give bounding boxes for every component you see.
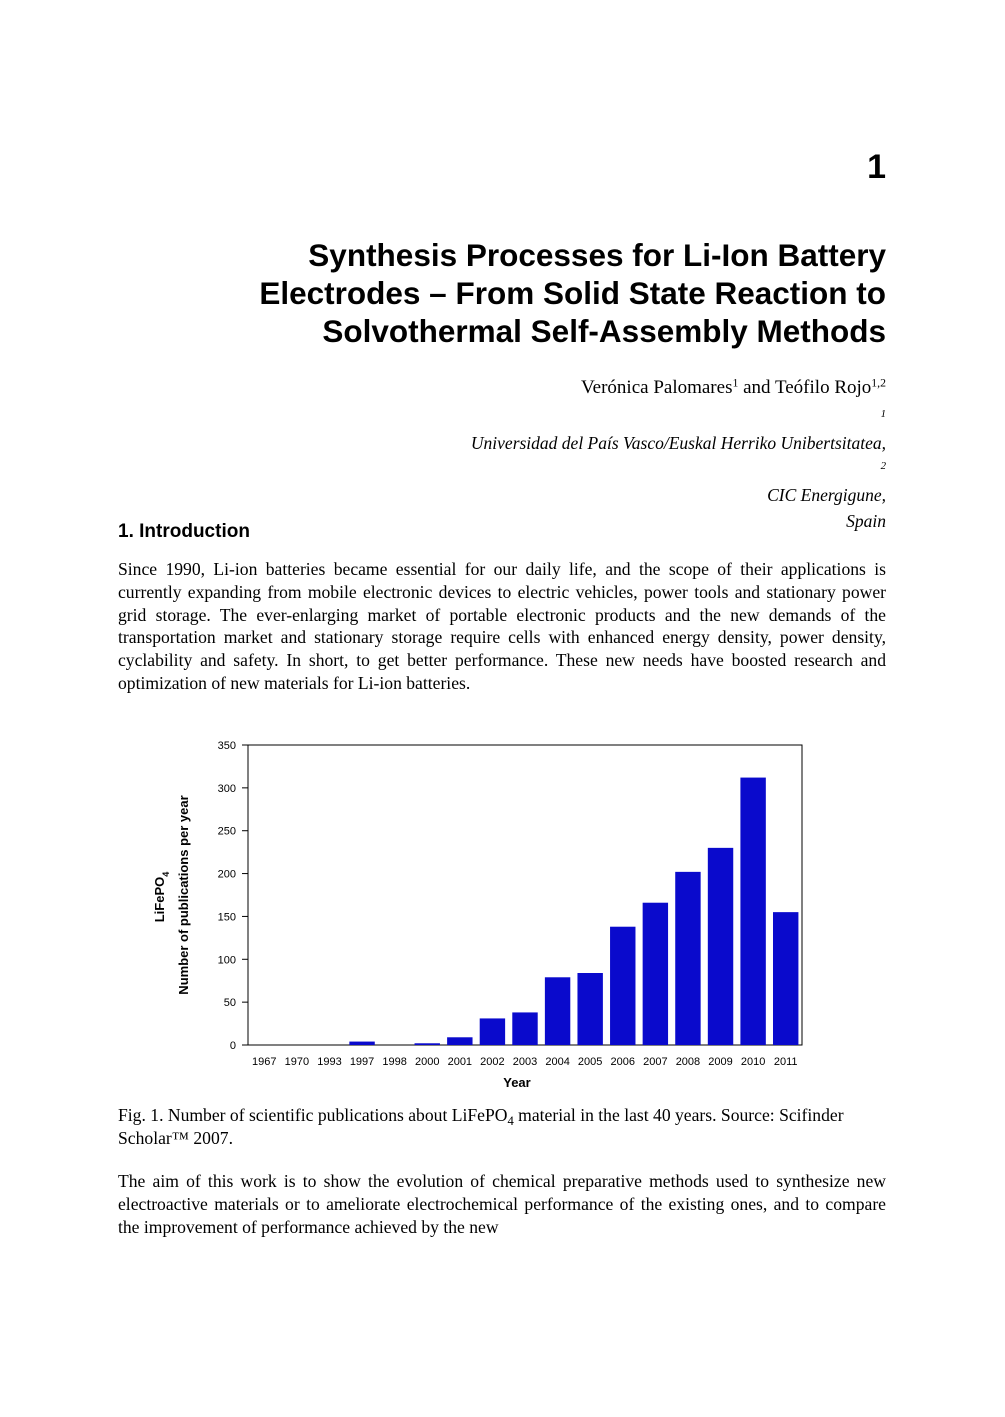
bar bbox=[447, 1037, 472, 1045]
title-line: Solvothermal Self-Assembly Methods bbox=[322, 313, 886, 349]
chapter-title bbox=[166, 236, 886, 350]
x-tick-label: 1998 bbox=[382, 1056, 407, 1068]
affiliation-mark: 1 bbox=[880, 408, 886, 421]
x-tick-label: 2005 bbox=[577, 1056, 603, 1068]
x-tick-label: 1970 bbox=[284, 1056, 310, 1068]
title-line: Electrodes – From Solid State Reaction to bbox=[259, 275, 886, 311]
bar bbox=[610, 927, 635, 1045]
author-name: Verónica Palomares bbox=[581, 377, 733, 398]
x-tick-label: 2010 bbox=[740, 1056, 766, 1068]
y-tick-label: 350 bbox=[217, 740, 236, 752]
x-tick-label: 2007 bbox=[643, 1056, 668, 1068]
y-tick-label: 150 bbox=[217, 911, 236, 924]
bar bbox=[740, 778, 765, 1045]
x-tick-label: 1997 bbox=[349, 1056, 375, 1068]
y-axis-label-compound bbox=[152, 872, 171, 923]
author-affiliation-mark: 1,2 bbox=[871, 376, 886, 390]
affiliations bbox=[471, 404, 886, 534]
bar bbox=[545, 977, 570, 1045]
figure-caption bbox=[118, 1104, 886, 1150]
author-conjunction: and bbox=[743, 377, 771, 398]
author-name: Teófilo Rojo bbox=[774, 377, 872, 398]
affiliation-line bbox=[471, 456, 886, 508]
author-line bbox=[581, 377, 886, 399]
x-tick-label: 1993 bbox=[317, 1056, 342, 1068]
y-tick-label: 300 bbox=[217, 782, 236, 795]
bar bbox=[708, 848, 733, 1045]
publications-bar-chart bbox=[140, 733, 820, 1093]
affiliation-line bbox=[471, 508, 886, 534]
y-axis-label: Number of publications per year bbox=[176, 795, 191, 995]
y-axis-label-text: LiFePO bbox=[152, 876, 167, 923]
x-tick-label: 2004 bbox=[545, 1056, 570, 1068]
affiliation-mark: 2 bbox=[880, 460, 886, 473]
affiliation-text: Universidad del País Vasco/Euskal Herriko Unibertsitatea, bbox=[470, 433, 886, 453]
x-tick-label: 2001 bbox=[447, 1056, 473, 1068]
y-tick-label: 0 bbox=[229, 1040, 236, 1052]
affiliation-text: CIC Energigune, bbox=[767, 485, 886, 505]
y-tick-label: 100 bbox=[217, 954, 236, 967]
x-tick-label: 2011 bbox=[773, 1056, 798, 1068]
section-heading: 1. Introduction bbox=[118, 521, 250, 542]
caption-text: Fig. 1. Number of scientific publications about LiFePO bbox=[118, 1105, 508, 1125]
x-axis-label: Year bbox=[503, 1075, 531, 1090]
bar bbox=[480, 1018, 505, 1045]
y-tick-label: 50 bbox=[223, 997, 236, 1010]
x-tick-label: 1967 bbox=[252, 1056, 277, 1068]
bar bbox=[415, 1043, 440, 1045]
bar bbox=[773, 912, 798, 1045]
bar bbox=[577, 973, 602, 1045]
caption-text: material in the last 40 years. Source: Scifinder Scholar™ 2007. bbox=[118, 1105, 844, 1148]
y-tick-label: 250 bbox=[217, 825, 236, 838]
caption-subscript: 4 bbox=[507, 1113, 514, 1128]
bar bbox=[349, 1042, 374, 1045]
x-tick-label: 2000 bbox=[414, 1056, 440, 1068]
x-tick-label: 2008 bbox=[675, 1056, 701, 1068]
x-tick-label: 2003 bbox=[512, 1056, 538, 1068]
x-tick-label: 2009 bbox=[708, 1056, 733, 1068]
x-tick-label: 2006 bbox=[610, 1056, 636, 1068]
intro-paragraph: Since 1990, Li-ion batteries became essential for our daily life, and the scope of their applications is currently expanding from mobile electronic devices to electric vehicles, power tools and stationary power grid storage. The ever-enlarging market of portable electronic products and the new demands of the transportation market and stationary storage require cells with enhanced energy density, power density, cyclability and safety. In short, to get better performance. These new needs have boosted research and optimization of new materials for Li-ion batteries. bbox=[118, 559, 886, 693]
bar bbox=[675, 872, 700, 1045]
y-axis-label-subscript: 4 bbox=[161, 871, 171, 877]
x-tick-label: 2002 bbox=[480, 1056, 505, 1068]
affiliation-line bbox=[471, 404, 886, 456]
bar bbox=[512, 1012, 537, 1045]
bar bbox=[643, 903, 668, 1045]
author-affiliation-mark: 1 bbox=[732, 376, 739, 390]
affiliation-text: Spain bbox=[846, 511, 886, 531]
y-tick-label: 200 bbox=[217, 868, 236, 881]
chapter-number: 1 bbox=[867, 148, 886, 186]
aim-paragraph: The aim of this work is to show the evolution of chemical preparative methods used to synthesize new electroactive materials or to ameliorate electrochemical performance of the existing ones, and to compare the improvement of performance achieved by the new bbox=[118, 1171, 886, 1237]
title-line: Synthesis Processes for Li-Ion Battery bbox=[308, 237, 886, 273]
